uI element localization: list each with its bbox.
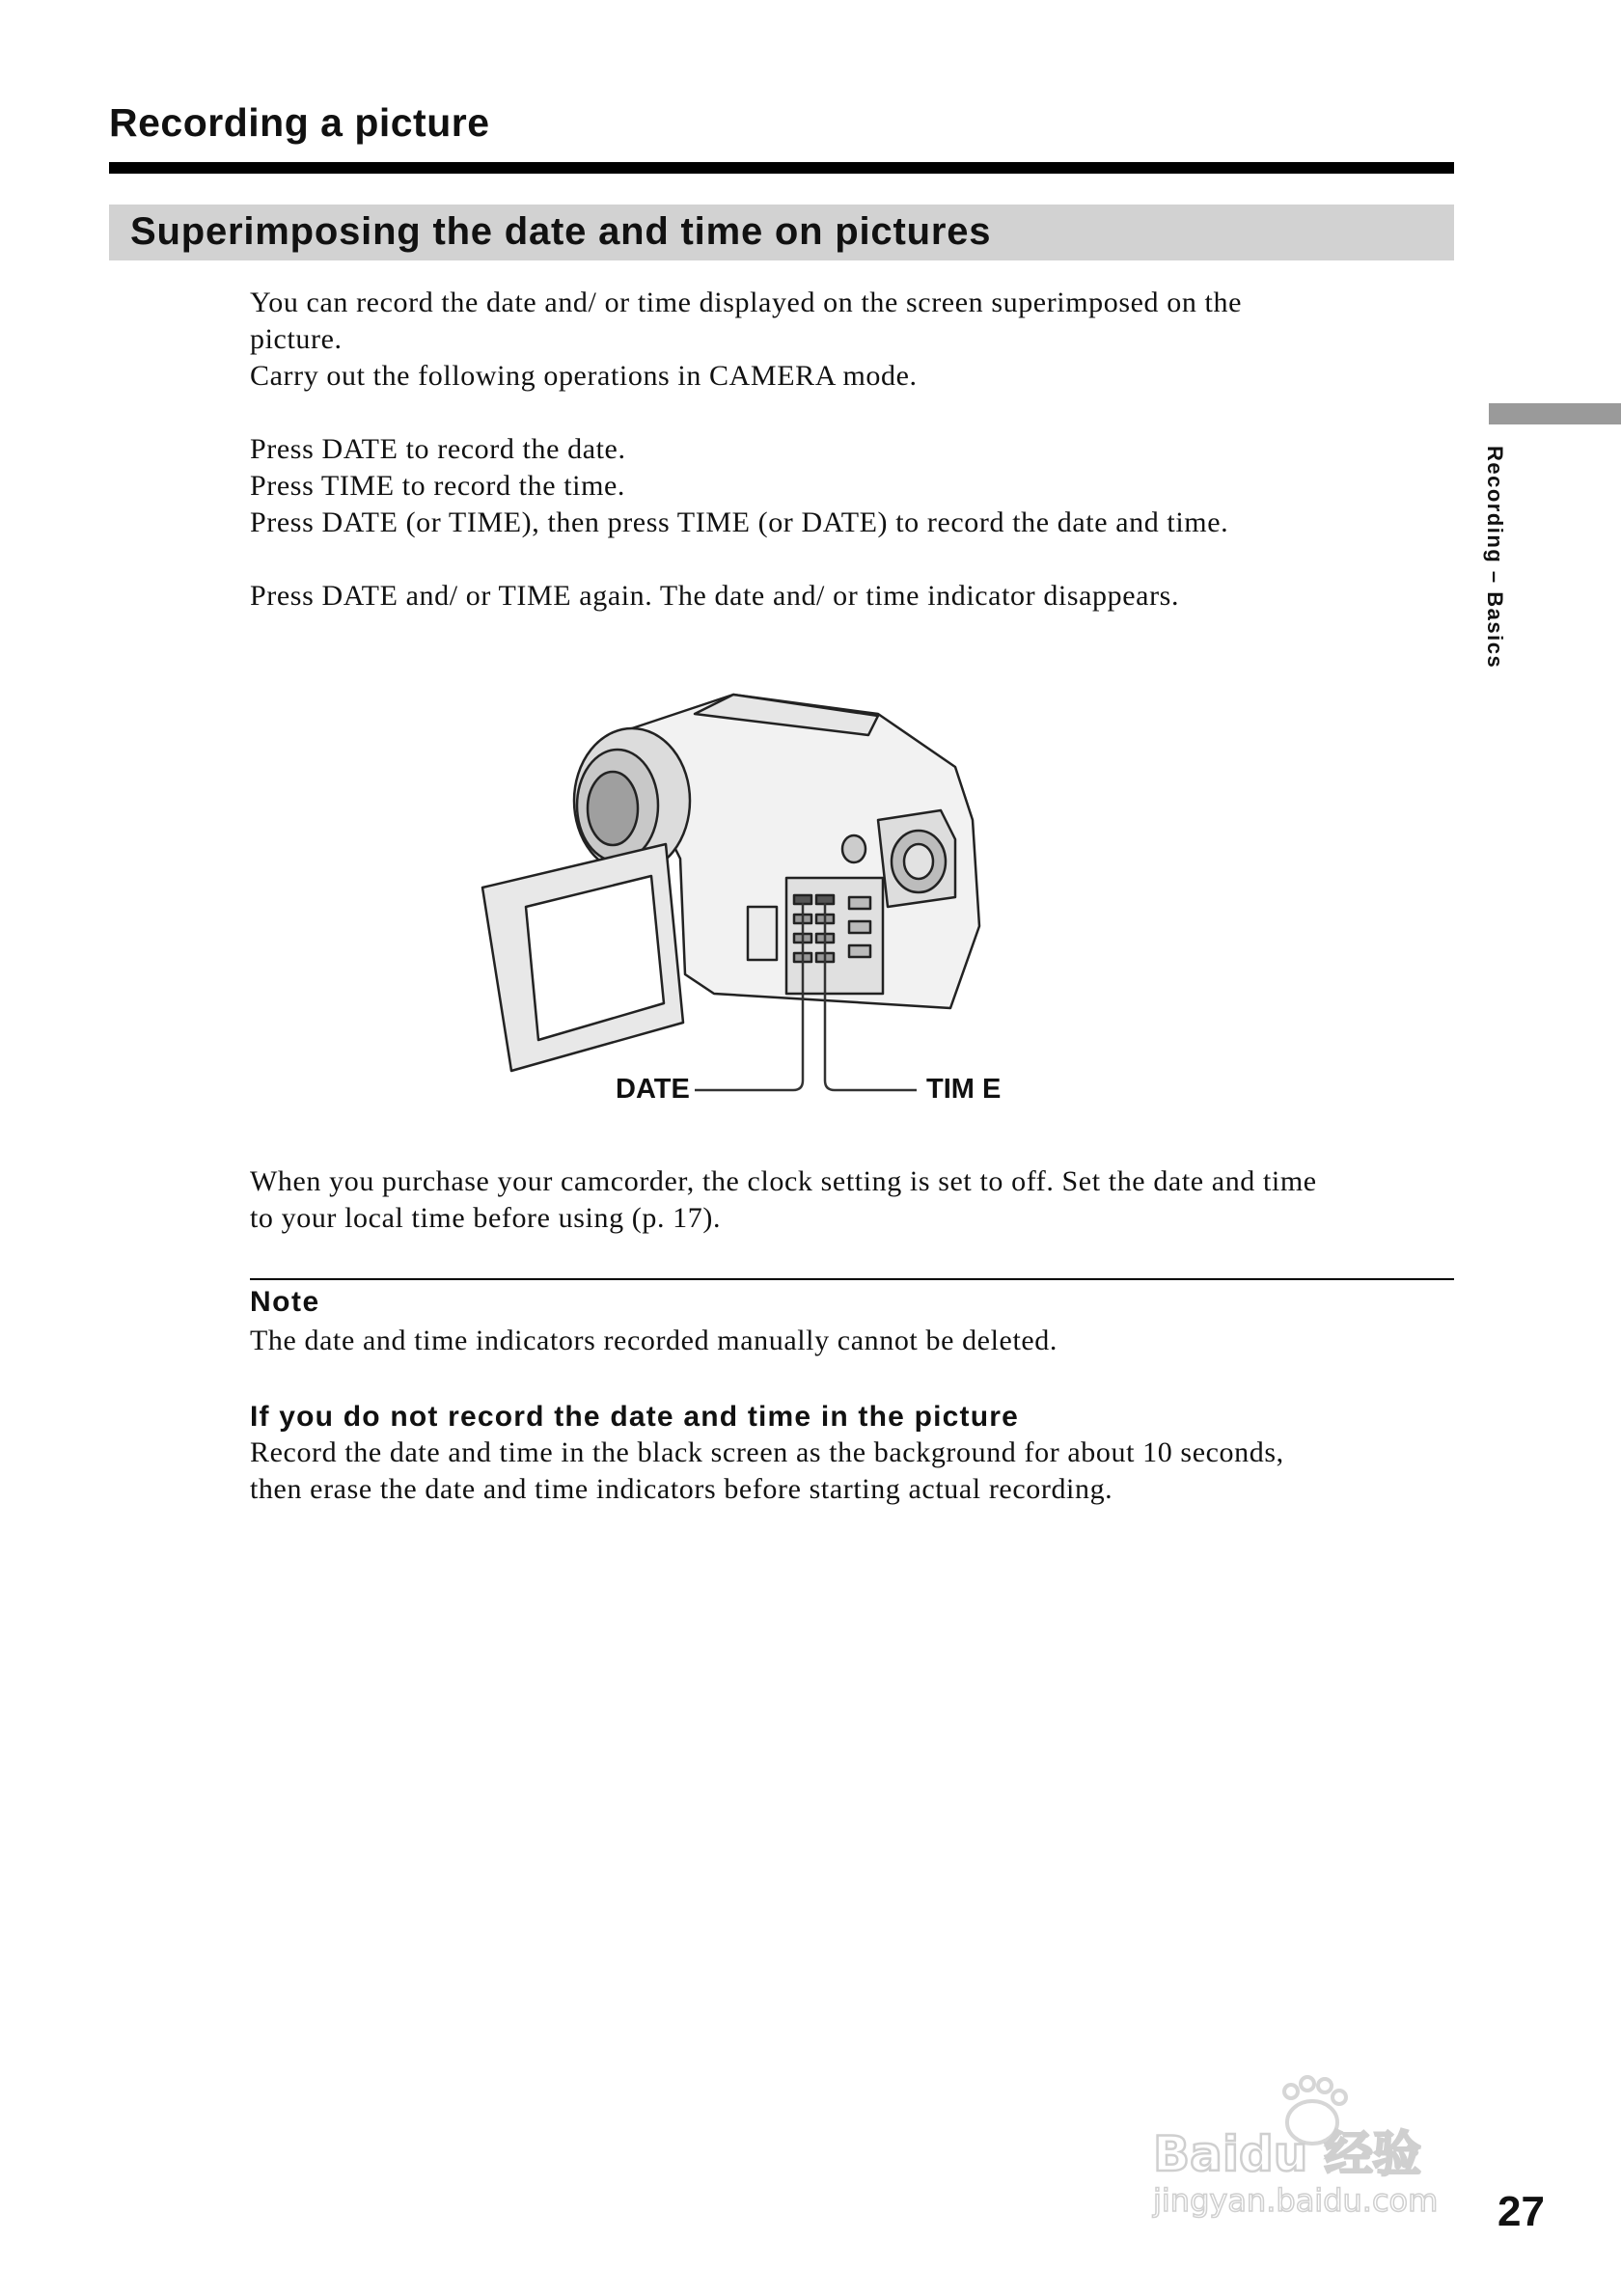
intro-line: picture. [250,323,343,355]
step-date: Press DATE to record the date. [250,433,626,465]
note-heading: Note [250,1286,320,1318]
baidu-watermark [1148,2074,1515,2219]
intro-line: Carry out the following operations in CAMERA mode. [250,360,918,392]
chapter-side-label [1476,446,1515,687]
watermark-url: jingyan.baidu.com [1153,2182,1439,2219]
lens-glass [588,772,638,845]
title-bar [109,205,1454,260]
tip-line: Record the date and time in the black screen as the background for about 10 seconds, [250,1436,1284,1468]
step-cancel: Press DATE and/ or TIME again. The date and/ or time indicator disappears. [250,580,1180,612]
step-time: Press TIME to record the time. [250,470,626,502]
intro-line: You can record the date and/ or time displayed on the screen superimposed on the [250,287,1243,318]
intro-paragraph [250,285,1456,395]
purchase-line: When you purchase your camcorder, the clock setting is set to off. Set the date and time [250,1165,1317,1197]
tip-line: then erase the date and time indicators before starting actual recording. [250,1473,1113,1505]
page-number: 27 [1497,2188,1545,2235]
note-text [250,1323,1456,1359]
header-rule [109,162,1454,174]
steps-block [250,431,1456,541]
camcorder-illustration [473,675,1023,1119]
section-header: Recording a picture [109,100,490,145]
date-button-label: DATE [616,1074,690,1105]
step-both: Press DATE (or TIME), then press TIME (or DATE) to record the date and time. [250,506,1229,538]
tip-paragraph [250,1435,1456,1508]
chapter-tab-marker [1489,403,1621,424]
note-line: The date and time indicators recorded manually cannot be deleted. [250,1325,1058,1356]
purchase-line: to your local time before using (p. 17). [250,1202,722,1234]
purchase-paragraph [250,1163,1456,1237]
cancel-instruction [250,578,1456,615]
time-button-label: TIM E [926,1074,1002,1105]
watermark-brand: Baidu 经验 [1153,2126,1421,2182]
page-title: Superimposing the date and time on pictures [130,210,992,253]
note-divider [250,1278,1454,1280]
chapter-side-label-text: Recording – Basics [1483,446,1507,670]
tip-heading: If you do not record the date and time in the picture [250,1401,1019,1433]
